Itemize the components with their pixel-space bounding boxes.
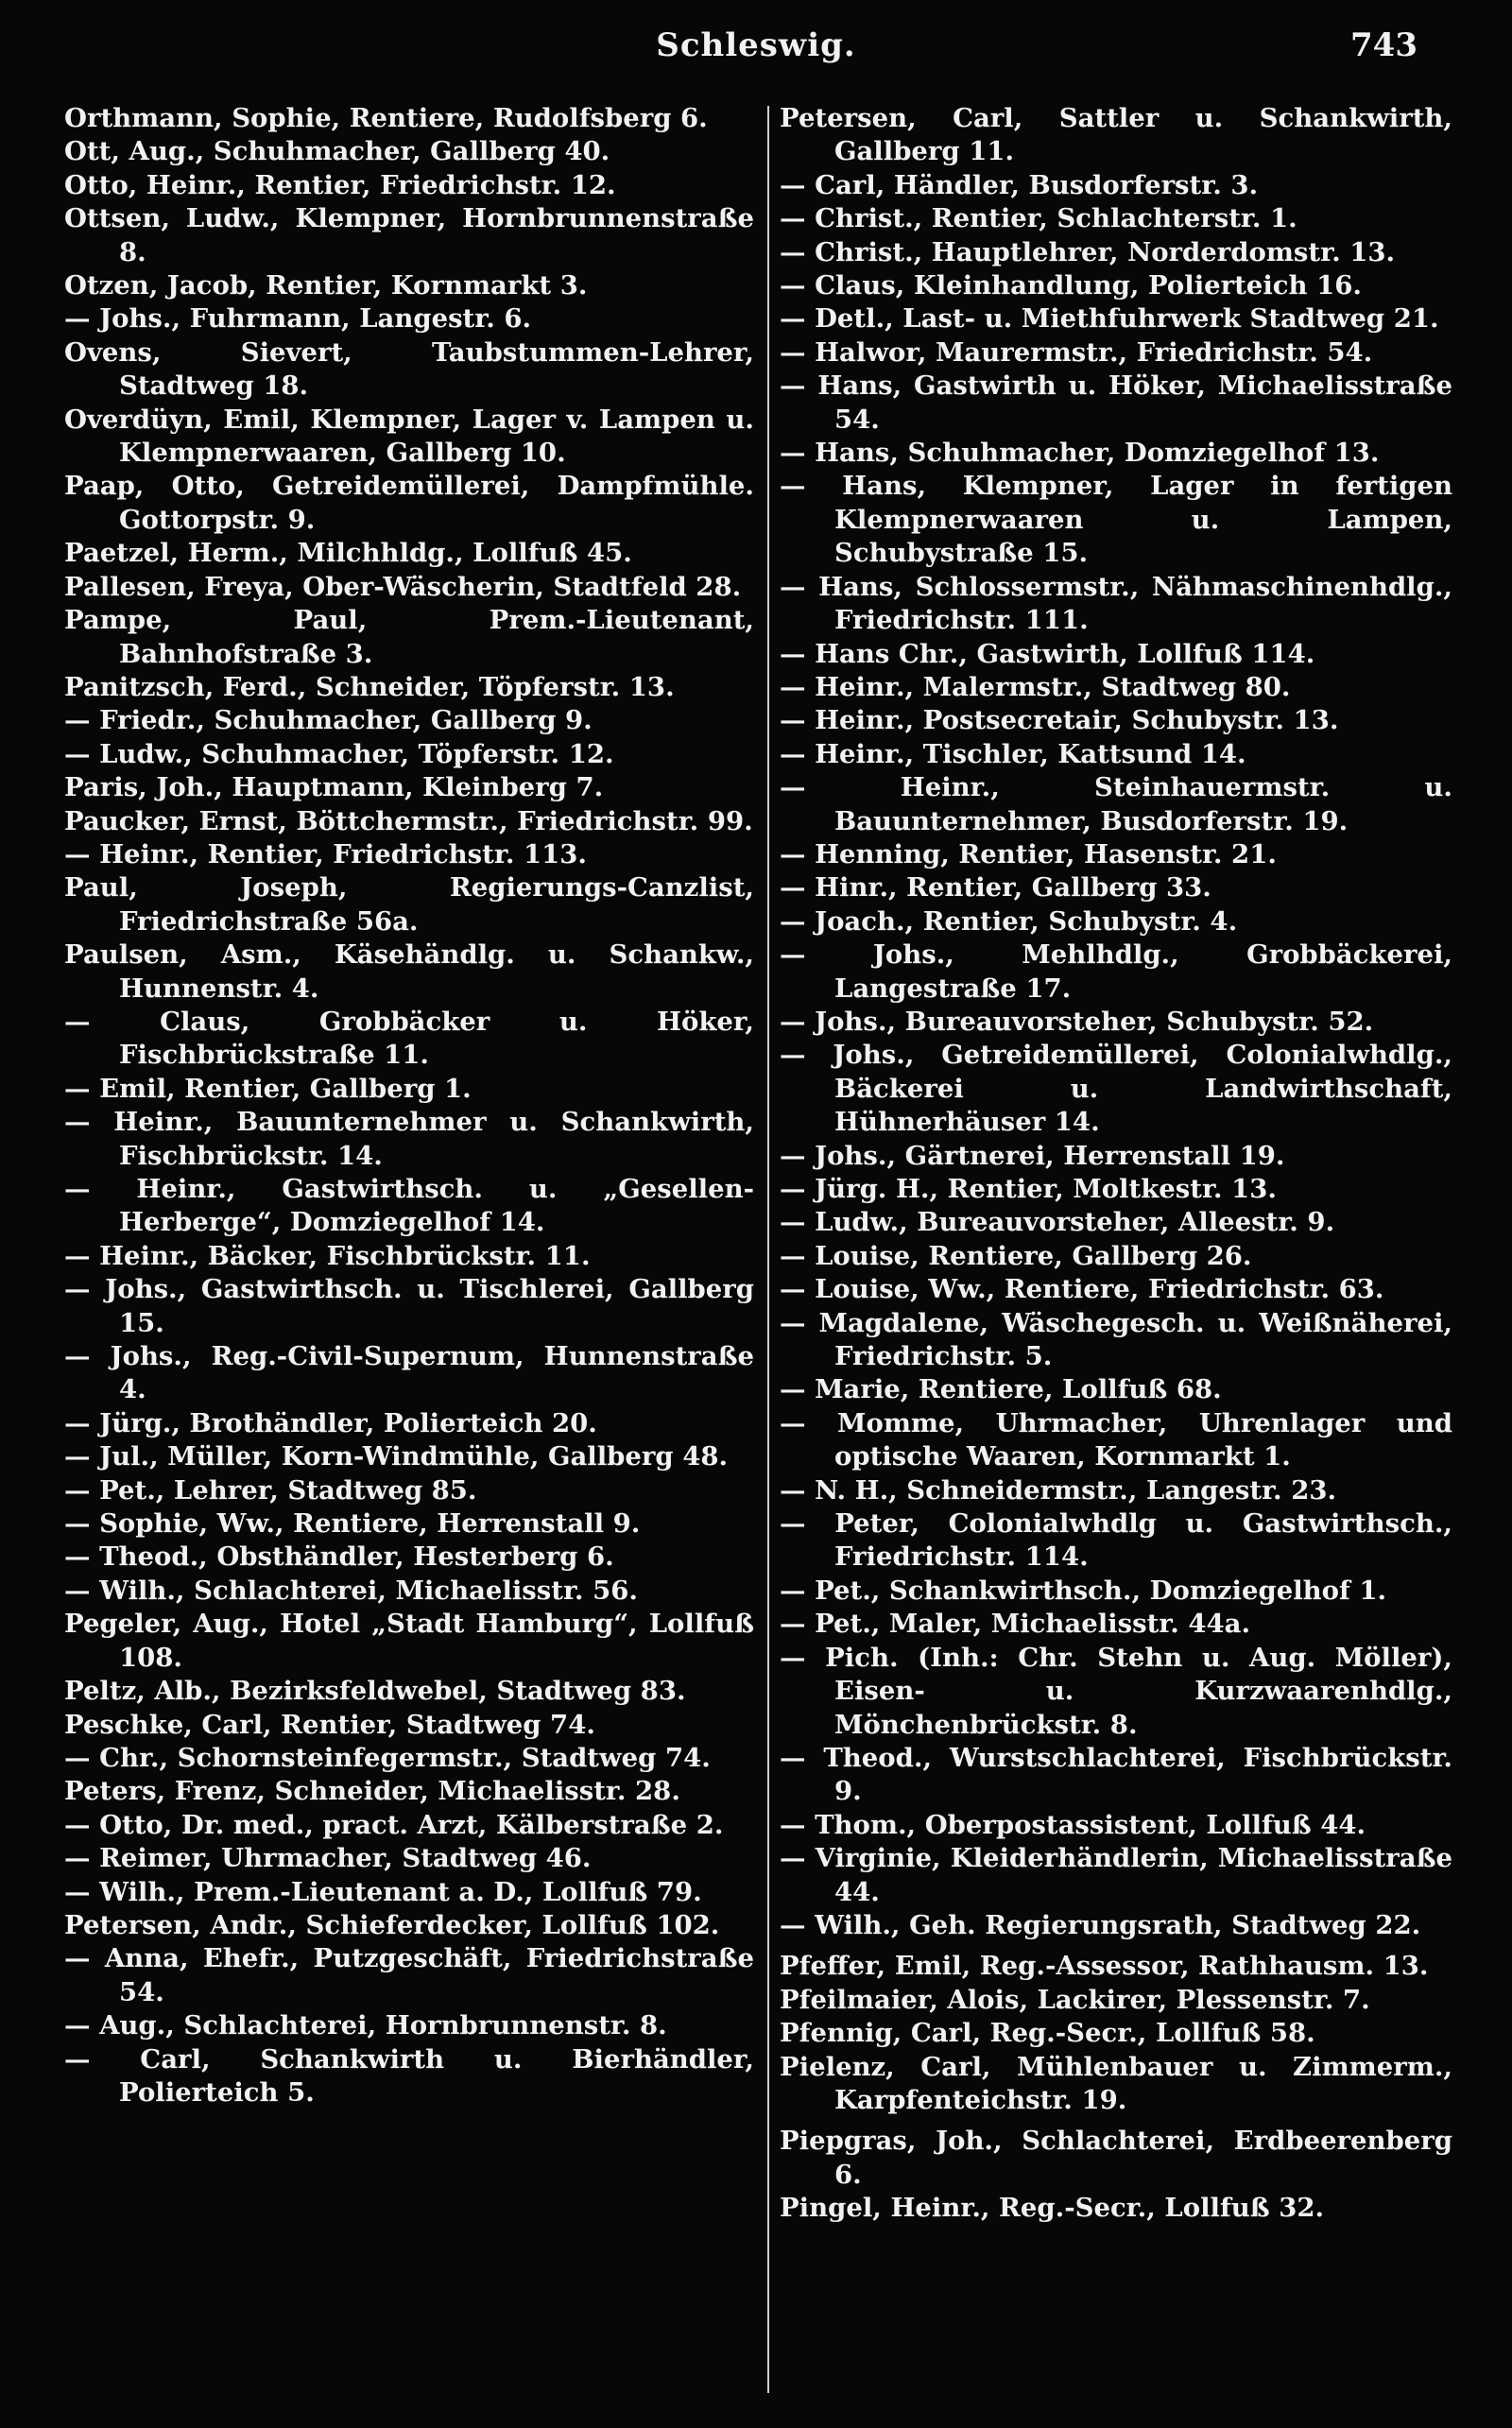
- directory-entry: Ottsen, Ludw., Klempner, Hornbrunnenstraße 8.: [64, 203, 754, 267]
- directory-entry: — Emil, Rentier, Gallberg 1.: [64, 1073, 472, 1104]
- directory-entry: — Marie, Rentiere, Lollfuß 68.: [780, 1374, 1222, 1405]
- directory-entry: — Johs., Getreidemüllerei, Colonialwhdlg., Bäckerei u. Landwirthschaft, Hühnerhäuser 14.: [780, 1040, 1452, 1138]
- directory-entry: — Carl, Händler, Busdorferstr. 3.: [780, 169, 1259, 200]
- directory-entry: Peters, Frenz, Schneider, Michaelisstr. 28.: [64, 1776, 680, 1807]
- directory-entry: — Jürg. H., Rentier, Moltkestr. 13.: [780, 1174, 1277, 1204]
- directory-entry: Piepgras, Joh., Schlachterei, Erdbeerenberg 6.: [780, 2126, 1452, 2190]
- directory-entry: Pallesen, Freya, Ober-Wäscherin, Stadtfeld 28.: [64, 571, 742, 602]
- directory-entry: — Louise, Ww., Rentiere, Friedrichstr. 63.: [780, 1274, 1384, 1305]
- directory-entry: — Heinr., Steinhauermstr. u. Bauunternehmer, Busdorferstr. 19.: [780, 772, 1452, 836]
- directory-entry: — Johs., Gastwirthsch. u. Tischlerei, Gallberg 15.: [64, 1274, 754, 1338]
- directory-entry: — Momme, Uhrmacher, Uhrenlager und optische Waaren, Kornmarkt 1.: [780, 1407, 1452, 1472]
- left-column: [64, 102, 754, 2389]
- directory-entry: Peltz, Alb., Bezirksfeldwebel, Stadtweg 83.: [64, 1676, 686, 1707]
- page-title: Schleswig.: [656, 26, 856, 64]
- directory-entry: — Wilh., Geh. Regierungsrath, Stadtweg 22.: [780, 1909, 1421, 1940]
- directory-entry: — Halwor, Maurermstr., Friedrichstr. 54.: [780, 336, 1373, 368]
- directory-entry: — Hans Chr., Gastwirth, Lollfuß 114.: [780, 638, 1315, 669]
- directory-entry: — Louise, Rentiere, Gallberg 26.: [780, 1240, 1252, 1271]
- directory-entry: Paulsen, Asm., Käsehändlg. u. Schankw., Hunnenstr. 4.: [64, 939, 754, 1004]
- directory-entry: Ovens, Sievert, Taubstummen-Lehrer, Stadtweg 18.: [64, 336, 754, 402]
- directory-entry: — Heinr., Postsecretair, Schubystr. 13.: [780, 705, 1339, 736]
- directory-entry: — Hinr., Rentier, Gallberg 33.: [780, 872, 1211, 904]
- directory-entry: — Heinr., Bauunternehmer u. Schankwirth, Fischbrückstr. 14.: [64, 1107, 754, 1171]
- directory-entry: — Friedr., Schuhmacher, Gallberg 9.: [64, 705, 593, 736]
- directory-entry: — Ludw., Bureauvorsteher, Alleestr. 9.: [780, 1207, 1335, 1238]
- directory-entry: — Thom., Oberpostassistent, Lollfuß 44.: [780, 1809, 1366, 1840]
- directory-entry: — Hans, Schlossermstr., Nähmaschinenhdlg., Friedrichstr. 111.: [780, 571, 1452, 636]
- directory-entry: Pegeler, Aug., Hotel „Stadt Hamburg“, Lollfuß 108.: [64, 1609, 754, 1673]
- directory-entry: — Detl., Last- u. Miethfuhrwerk Stadtweg 21.: [780, 303, 1439, 335]
- directory-entry: — Chr., Schornsteinfegermstr., Stadtweg 74.: [64, 1742, 711, 1773]
- directory-entry: — Johs., Gärtnerei, Herrenstall 19.: [780, 1140, 1285, 1171]
- directory-entry: — Theod., Obsthändler, Hesterberg 6.: [64, 1541, 614, 1573]
- directory-entry: — Anna, Ehefr., Putzgeschäft, Friedrichstraße 54.: [64, 1943, 754, 2007]
- directory-entry: — Ludw., Schuhmacher, Töpferstr. 12.: [64, 738, 614, 769]
- directory-entry: — Johs., Mehlhdlg., Grobbäckerei, Langestraße 17.: [780, 939, 1452, 1004]
- directory-entry: — Wilh., Prem.-Lieutenant a. D., Lollfuß 79.: [64, 1876, 702, 1907]
- directory-entry: Peschke, Carl, Rentier, Stadtweg 74.: [64, 1709, 595, 1740]
- directory-entry: — Claus, Kleinhandlung, Polierteich 16.: [780, 270, 1362, 301]
- directory-entry: Ott, Aug., Schuhmacher, Gallberg 40.: [64, 136, 610, 167]
- directory-entry: Orthmann, Sophie, Rentiere, Rudolfsberg 6.: [64, 103, 708, 133]
- directory-entry: Paucker, Ernst, Böttchermstr., Friedrichstr. 99.: [64, 805, 753, 836]
- directory-entry: — Magdalene, Wäschegesch. u. Weißnäherei, Friedrichstr. 5.: [780, 1307, 1452, 1372]
- directory-entry: — Pich. (Inh.: Chr. Stehn u. Aug. Möller), Eisen- u. Kurzwaarenhdlg., Mönchenbrückstr. 8.: [780, 1642, 1452, 1740]
- directory-entry: — Wilh., Schlachterei, Michaelisstr. 56.: [64, 1575, 638, 1606]
- directory-entry: — Heinr., Malermstr., Stadtweg 80.: [780, 671, 1291, 702]
- directory-entry: Pfennig, Carl, Reg.-Secr., Lollfuß 58.: [780, 2018, 1315, 2049]
- directory-entry: — Heinr., Bäcker, Fischbrückstr. 11.: [64, 1240, 591, 1271]
- directory-entry: — Hans, Klempner, Lager in fertigen Klempnerwaaren u. Lampen, Schubystraße 15.: [780, 471, 1452, 569]
- right-column: [780, 102, 1452, 2389]
- directory-entry: — Pet., Schankwirthsch., Domziegelhof 1.: [780, 1575, 1387, 1606]
- page-header: [0, 26, 1512, 83]
- page-number: 743: [1350, 26, 1418, 64]
- directory-entry: Pfeffer, Emil, Reg.-Assessor, Rathhausm. 13.: [780, 1951, 1429, 1982]
- directory-entry: Pampe, Paul, Prem.-Lieutenant, Bahnhofstraße 3.: [64, 605, 754, 669]
- directory-entry: — Aug., Schlachterei, Hornbrunnenstr. 8.: [64, 2010, 667, 2041]
- directory-entry: Paap, Otto, Getreidemüllerei, Dampfmühle. Gottorpstr. 9.: [64, 471, 754, 535]
- directory-entry: — Theod., Wurstschlachterei, Fischbrückstr. 9.: [780, 1742, 1452, 1807]
- directory-entry: — Hans, Gastwirth u. Höker, Michaelisstraße 54.: [780, 370, 1452, 435]
- directory-entry: — Christ., Hauptlehrer, Norderdomstr. 13.: [780, 236, 1396, 267]
- directory-entry: — Reimer, Uhrmacher, Stadtweg 46.: [64, 1843, 592, 1874]
- directory-entry: — Heinr., Rentier, Friedrichstr. 113.: [64, 838, 587, 870]
- directory-entry: — Pet., Maler, Michaelisstr. 44a.: [780, 1609, 1251, 1640]
- directory-entry: — Heinr., Tischler, Kattsund 14.: [780, 738, 1246, 769]
- directory-entry: Paul, Joseph, Regierungs-Canzlist, Friedrichstraße 56a.: [64, 872, 754, 937]
- directory-entry: — N. H., Schneidermstr., Langestr. 23.: [780, 1474, 1337, 1506]
- directory-entry: — Otto, Dr. med., pract. Arzt, Kälberstraße 2.: [64, 1809, 724, 1840]
- directory-entry: — Jürg., Brothändler, Polierteich 20.: [64, 1407, 597, 1438]
- directory-entry: Pfeilmaier, Alois, Lackirer, Plessenstr. 7.: [780, 1984, 1370, 2015]
- directory-entry: Otto, Heinr., Rentier, Friedrichstr. 12.: [64, 169, 616, 200]
- directory-entry: Pielenz, Carl, Mühlenbauer u. Zimmerm., Karpfenteichstr. 19.: [780, 2051, 1452, 2115]
- directory-entry: — Joach., Rentier, Schubystr. 4.: [780, 905, 1238, 937]
- directory-entry: — Jul., Müller, Korn-Windmühle, Gallberg 48.: [64, 1441, 729, 1472]
- directory-entry: Panitzsch, Ferd., Schneider, Töpferstr. 13.: [64, 671, 675, 702]
- directory-entry: Paris, Joh., Hauptmann, Kleinberg 7.: [64, 772, 604, 803]
- directory-entry: — Henning, Rentier, Hasenstr. 21.: [780, 838, 1277, 870]
- directory-entry: — Pet., Lehrer, Stadtweg 85.: [64, 1474, 477, 1506]
- directory-entry: Petersen, Carl, Sattler u. Schankwirth, Gallberg 11.: [780, 103, 1452, 167]
- column-divider: [767, 106, 769, 2393]
- directory-entry: Petersen, Andr., Schieferdecker, Lollfuß 102.: [64, 1909, 720, 1940]
- directory-entry: — Christ., Rentier, Schlachterstr. 1.: [780, 203, 1297, 234]
- directory-entry: — Johs., Reg.-Civil-Supernum, Hunnenstraße 4.: [64, 1341, 754, 1405]
- directory-entry: Paetzel, Herm., Milchhldg., Lollfuß 45.: [64, 538, 632, 569]
- directory-entry: — Sophie, Ww., Rentiere, Herrenstall 9.: [64, 1508, 641, 1540]
- directory-entry: — Johs., Fuhrmann, Langestr. 6.: [64, 303, 532, 335]
- directory-entry: — Claus, Grobbäcker u. Höker, Fischbrückstraße 11.: [64, 1006, 754, 1071]
- directory-entry: Pingel, Heinr., Reg.-Secr., Lollfuß 32.: [780, 2193, 1325, 2224]
- directory-entry: Otzen, Jacob, Rentier, Kornmarkt 3.: [64, 270, 588, 301]
- directory-entry: — Virginie, Kleiderhändlerin, Michaelisstraße 44.: [780, 1843, 1452, 1907]
- directory-entry: — Johs., Bureauvorsteher, Schubystr. 52.: [780, 1006, 1374, 1037]
- directory-entry: — Peter, Colonialwhdlg u. Gastwirthsch., Friedrichstr. 114.: [780, 1508, 1452, 1573]
- directory-entry: — Carl, Schankwirth u. Bierhändler, Polierteich 5.: [64, 2043, 754, 2108]
- directory-entry: — Heinr., Gastwirthsch. u. „Gesellen-Herberge“, Domziegelhof 14.: [64, 1174, 754, 1238]
- directory-entry: Overdüyn, Emil, Klempner, Lager v. Lampen u. Klempnerwaaren, Gallberg 10.: [64, 404, 754, 469]
- directory-entry: — Hans, Schuhmacher, Domziegelhof 13.: [780, 438, 1380, 469]
